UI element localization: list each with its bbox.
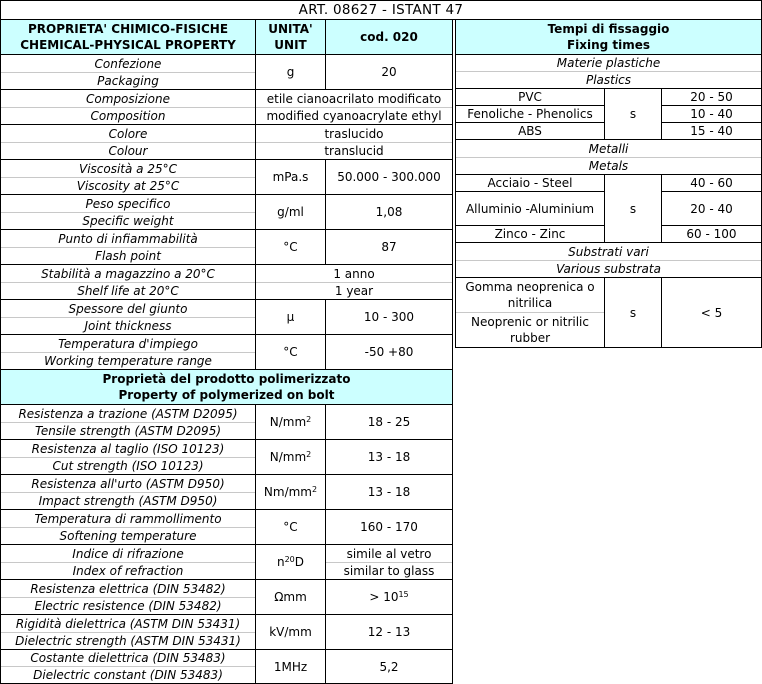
unit-text: N/mm xyxy=(269,450,307,464)
unit-text: N/mm xyxy=(269,415,307,429)
polymerized-label-en: Electric resistence (DIN 53482) xyxy=(1,597,255,614)
property-label-it: Temperatura d'impiego xyxy=(58,336,198,351)
polymerized-label-dielectric-strength xyxy=(0,614,256,650)
property-unit: g xyxy=(255,54,326,90)
plastics-time: 20 - 50 xyxy=(661,88,762,106)
property-label-specific-weight xyxy=(0,194,256,230)
polymerized-label-en: Softening temperature xyxy=(1,527,255,544)
polymerized-label-en: Impact strength (ASTM D950) xyxy=(1,492,255,509)
polymerized-value-refraction xyxy=(325,544,453,580)
property-header xyxy=(0,19,256,55)
property-unit: °C xyxy=(255,334,326,370)
property-unit: µ xyxy=(255,299,326,335)
property-label-en: Colour xyxy=(1,142,255,159)
plastics-unit: s xyxy=(604,88,662,140)
polymerized-value-en: similar to glass xyxy=(326,562,452,579)
unit-text: Nm/mm xyxy=(263,485,312,499)
substrates-material-en: Neoprenic or nitrilic rubber xyxy=(456,312,604,347)
property-value-shelf-life xyxy=(255,264,453,300)
fixing-header xyxy=(455,19,762,55)
polymerized-label-refraction xyxy=(0,544,256,580)
unit-header-it: UNITA' xyxy=(268,22,313,36)
property-header-en: CHEMICAL-PHYSICAL PROPERTY xyxy=(20,38,236,52)
property-unit: g/ml xyxy=(255,194,326,230)
property-value: 20 xyxy=(325,54,453,90)
property-label-en: Composition xyxy=(1,107,255,124)
property-label-working-temperature xyxy=(0,334,256,370)
property-label-en: Shelf life at 20°C xyxy=(1,282,255,299)
code-header: cod. 020 xyxy=(325,19,453,55)
plastics-material: Fenoliche - Phenolics xyxy=(455,105,605,123)
polymerized-label-it: Resistenza al taglio (ISO 10123) xyxy=(31,441,225,456)
polymerized-label-electric-resistance xyxy=(0,579,256,615)
unit-sup: 2 xyxy=(312,485,318,494)
metals-time: 60 - 100 xyxy=(661,225,762,243)
polymerized-header xyxy=(0,369,453,405)
polymerized-value: 160 - 170 xyxy=(325,509,453,545)
polymerized-unit: 1MHz xyxy=(255,649,326,684)
polymerized-unit xyxy=(255,439,326,475)
polymerized-label-it: Temperatura di rammollimento xyxy=(34,511,222,526)
property-label-en: Viscosity at 25°C xyxy=(1,177,255,194)
plastics-section-label xyxy=(455,54,762,89)
polymerized-value: 13 - 18 xyxy=(325,439,453,475)
polymerized-unit xyxy=(255,404,326,440)
property-label-it: Confezione xyxy=(94,56,162,71)
metals-material: Acciaio - Steel xyxy=(455,174,605,192)
polymerized-label-it: Rigidità dielettrica (ASTM DIN 53431) xyxy=(15,616,241,631)
metals-label-it: Metalli xyxy=(588,141,629,156)
polymerized-unit: Ωmm xyxy=(255,579,326,615)
polymerized-value-it: simile al vetro xyxy=(346,546,432,561)
plastics-label-en: Plastics xyxy=(456,71,761,88)
plastics-material: PVC xyxy=(455,88,605,106)
polymerized-value: 12 - 13 xyxy=(325,614,453,650)
polymerized-label-en: Tensile strength (ASTM D2095) xyxy=(1,422,255,439)
property-label-viscosity xyxy=(0,159,256,195)
substrates-material xyxy=(455,277,605,348)
polymerized-label-impact xyxy=(0,474,256,510)
polymerized-label-it: Resistenza a trazione (ASTM D2095) xyxy=(18,406,238,421)
polymerized-value xyxy=(325,579,453,615)
plastics-time: 15 - 40 xyxy=(661,122,762,140)
fixing-header-it: Tempi di fissaggio xyxy=(547,22,670,36)
polymerized-label-softening xyxy=(0,509,256,545)
polymerized-label-cut xyxy=(0,439,256,475)
unit-text: n xyxy=(276,555,285,569)
property-label-en: Packaging xyxy=(1,72,255,89)
polymerized-label-it: Indice di rifrazione xyxy=(72,546,184,561)
page-title: ART. 08627 - ISTANT 47 xyxy=(0,0,762,20)
polymerized-unit: kV/mm xyxy=(255,614,326,650)
substrates-section-label xyxy=(455,242,762,278)
property-label-it: Peso specifico xyxy=(85,196,171,211)
property-label-it: Composizione xyxy=(86,91,170,106)
property-label-it: Spessore del giunto xyxy=(68,301,188,316)
property-unit: mPa.s xyxy=(255,159,326,195)
value-sup: 15 xyxy=(398,590,409,599)
property-label-packaging xyxy=(0,54,256,90)
property-label-composition xyxy=(0,89,256,125)
value-text: > 10 xyxy=(369,590,399,604)
property-value: -50 +80 xyxy=(325,334,453,370)
property-label-en: Working temperature range xyxy=(1,352,255,369)
polymerized-label-en: Dielectric strength (ASTM DIN 53431) xyxy=(1,632,255,649)
property-value-en: translucid xyxy=(256,142,452,159)
unit-sup: 2 xyxy=(306,450,312,459)
property-label-it: Colore xyxy=(108,126,148,141)
property-label-it: Punto di infiammabilità xyxy=(58,231,198,246)
polymerized-value: 5,2 xyxy=(325,649,453,684)
property-label-en: Joint thickness xyxy=(1,317,255,334)
polymerized-label-it: Resistenza all'urto (ASTM D950) xyxy=(31,476,225,491)
plastics-material: ABS xyxy=(455,122,605,140)
property-unit: °C xyxy=(255,229,326,265)
property-label-en: Specific weight xyxy=(1,212,255,229)
metals-material: Alluminio -Aluminium xyxy=(455,191,605,226)
substrates-time: < 5 xyxy=(661,277,762,348)
property-value-it: etile cianoacrilato modificato xyxy=(266,91,442,106)
polymerized-label-en: Dielectric constant (DIN 53483) xyxy=(1,666,255,683)
polymerized-unit xyxy=(255,544,326,580)
polymerized-value: 18 - 25 xyxy=(325,404,453,440)
polymerized-label-en: Index of refraction xyxy=(1,562,255,579)
property-value-en: modified cyanoacrylate ethyl xyxy=(256,107,452,124)
property-label-flash-point xyxy=(0,229,256,265)
polymerized-unit: °C xyxy=(255,509,326,545)
polymerized-label-tensile xyxy=(0,404,256,440)
fixing-header-en: Fixing times xyxy=(566,38,651,52)
unit-sup: 2 xyxy=(306,415,312,424)
property-label-en: Flash point xyxy=(1,247,255,264)
property-value: 10 - 300 xyxy=(325,299,453,335)
polymerized-header-en: Property of polymerized on bolt xyxy=(118,388,335,402)
property-label-shelf-life xyxy=(0,264,256,300)
unit-sup: 20 xyxy=(284,555,295,564)
metals-label-en: Metals xyxy=(456,157,761,174)
substrates-unit: s xyxy=(604,277,662,348)
metals-time: 20 - 40 xyxy=(661,191,762,226)
polymerized-unit xyxy=(255,474,326,510)
substrates-label-it: Substrati vari xyxy=(568,244,649,259)
substrates-label-en: Various substrata xyxy=(456,260,761,277)
property-value: 50.000 - 300.000 xyxy=(325,159,453,195)
polymerized-header-it: Proprietà del prodotto polimerizzato xyxy=(102,372,351,386)
polymerized-label-it: Costante dielettrica (DIN 53483) xyxy=(30,651,226,665)
property-label-colour xyxy=(0,124,256,160)
polymerized-label-it: Resistenza elettrica (DIN 53482) xyxy=(30,581,226,596)
polymerized-label-en: Cut strength (ISO 10123) xyxy=(1,457,255,474)
metals-time: 40 - 60 xyxy=(661,174,762,192)
plastics-label-it: Materie plastiche xyxy=(556,56,661,70)
property-label-it: Viscosità a 25°C xyxy=(78,161,177,176)
property-header-it: PROPRIETA' CHIMICO-FISICHE xyxy=(27,22,229,36)
property-value-en: 1 year xyxy=(256,282,452,299)
property-label-it: Stabilità a magazzino a 20°C xyxy=(41,266,215,281)
metals-unit: s xyxy=(604,174,662,243)
property-value-colour xyxy=(255,124,453,160)
unit-header-en: UNIT xyxy=(274,38,307,52)
metals-section-label xyxy=(455,139,762,175)
unit-header xyxy=(255,19,326,55)
property-label-joint-thickness xyxy=(0,299,256,335)
property-value: 1,08 xyxy=(325,194,453,230)
property-value-composition xyxy=(255,89,453,125)
plastics-time: 10 - 40 xyxy=(661,105,762,123)
substrates-material-it: Gomma neoprenica o nitrilica xyxy=(465,280,595,310)
metals-material: Zinco - Zinc xyxy=(455,225,605,243)
unit-text-after: D xyxy=(294,555,305,569)
property-value-it: traslucido xyxy=(324,126,384,141)
polymerized-label-dielectric-constant xyxy=(0,649,256,684)
polymerized-value: 13 - 18 xyxy=(325,474,453,510)
property-value-it: 1 anno xyxy=(333,266,375,281)
property-value: 87 xyxy=(325,229,453,265)
